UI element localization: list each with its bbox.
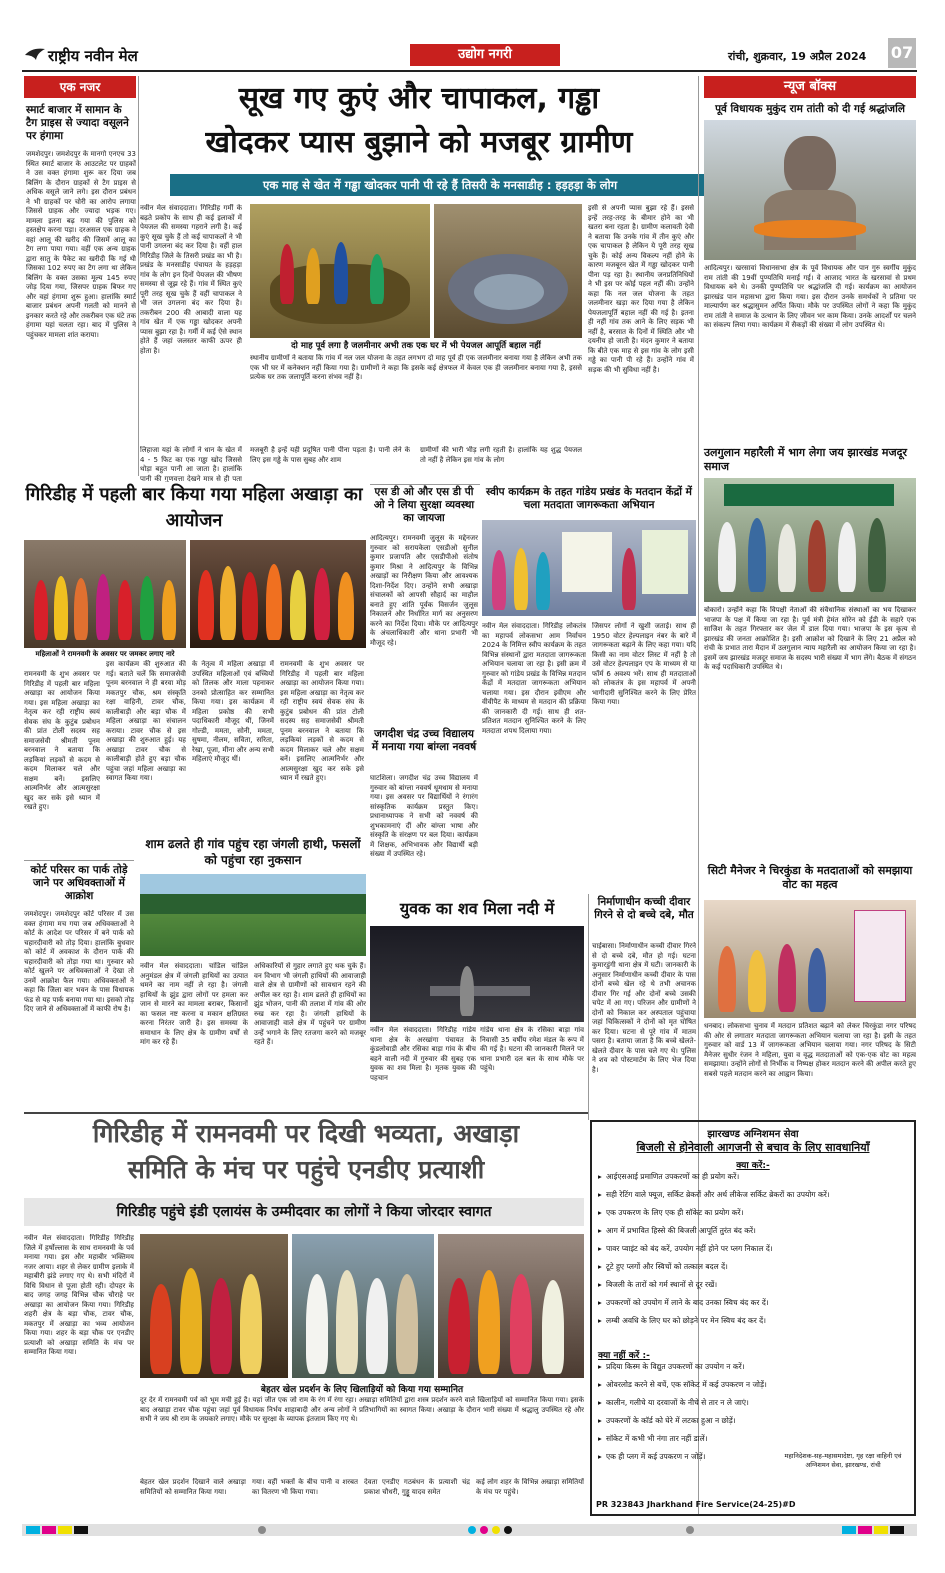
news-story3-heading: सिटी मैनेजर ने चिरकुंडा के मतदाताओं को समझाया वोट का महत्व (707, 864, 913, 891)
elephant-col-2: अधिकारियों से गुहार लगाते हुए थक चुके हैं। वन विभाग भी जंगली हाथियों की आवाजाही वाले क्षेत्र से ग्रामीणों को सावधान रहने की अपील कर रहा है। शाम ढलते ही हाथियों का झुंड भोजन, पानी की तलाश में गांव की ओर रुख कर रहा है। जंगली हाथियों के आवाजाही वाले क्षेत्र में पहुंचने पर ग्रामीण उन्हें भगाने के लिए रतजगा करने को मजबूर रहते हैं। (254, 962, 366, 1046)
lead-photo-left (250, 204, 430, 338)
page-number: 07 (888, 38, 916, 68)
news-story1-heading: पूर्व विधायक मुकुंद राम तांती को दी गई श्रद्धांजलि (715, 103, 905, 115)
ramnavami-bottom-body: दूर देर में रामनवमी पर्व को भूम मची हुई है। यहां जीत एक जो राम के रंग में रंगा रहा। अखाड़ा समितियों द्वारा शस्त्र प्रदर्शन करने वाले खिलाड़ियों को सम्मानित किया गया। इसके बाद अखाड़ा टावर चौक पहुंचा जहां पूर्व विधायक निर्भय शाहाबादी और अन्य लोगों ने प्रतिभागियों का स्वागत किया। अखाड़ा के दौरान भारी संख्या में श्रद्धालु उपस्थित रहे और सभी ने जय श्री राम के जयकारे लगाए। मौके पर सुरक्षा के व्यापक इंतजाम किए गए थे। (140, 1396, 584, 1423)
bullet-icon: ▸ (598, 1172, 602, 1181)
ramnavami-col-d: कई लोग शहर के विभिन्न अखाड़ा समितियों के मंच पर पहुंचे। (476, 1478, 584, 1496)
news-story3-body: धनबाद। लोकसभा चुनाव में मतदान प्रतिशत बढ़ाने को लेकर चिरकुंडा नगर परिषद की ओर से लगातार मतदाता जागरूकता अभियान चलाया जा रहा है। इसी के तहत गुरुवार को वार्ड 13 में जागरूकता अभियान चलाया गया। नगर परिषद के सिटी मैनेजर सुधीर रंजन ने महिला, युवा व वृद्ध मतदाताओं को एक-एक वोट का महत्व समझाया। उन्होंने लोगों से निर्भीक व निष्पक्ष होकर मतदान करने की अपील करते हुए सबसे पहले मतदान करने का आह्वान किया। (704, 1022, 916, 1078)
ramnavami-photo-1 (140, 1234, 288, 1378)
ramnavami-caption: बेहतर खेल प्रदर्शन के लिए खिलाड़ियों को किया गया सम्मानित (260, 1385, 464, 1395)
ramnavami-headline-line1: गिरिडीह में रामनवमी पर दिखी भव्यता, अखाड़ा (92, 1119, 520, 1148)
fire-ad-do-item (598, 1226, 908, 1236)
ramnavami-left-body: नवीन मेल संवाददाता। गिरिडीह गिरिडीह जिले में हर्षोल्लास के साथ रामनवमी के पर्व मनाया गया। इस और महाबीर भक्तिमय नजर आया। शहर से लेकर ग्रामीण इलाके में महाबीरी झंडे लगाए गए थे। सभी मंदिरों में विधि विधान से पूजा होती रही। दोपहर के बाद जगह जगह विभिन्न चौक चौराहे पर अखाड़ा का आयोजन किया गया। गिरिडीह शहरी क्षेत्र के बड़ा चौक, टावर चौक, मकतपुर में अखाड़ा का भव्य आयोजन किया गया। शहर के बड़ा चौक पर एनडीए प्रत्याशी को अखाड़ा समिति के मंच पर सम्मानित किया गया। (24, 1234, 134, 1356)
story-heading: स्मार्ट बाजार में सामान के टैग प्राइस से ज्यादा वसूलने पर हंगामा (26, 104, 129, 142)
fire-ad-dont-text: कालीन, गलीचे या दरवाजों के नीचे से तार न ले जाएं। (606, 1398, 749, 1407)
fire-ad-dont-item (598, 1452, 778, 1462)
fire-ad-do-item (598, 1244, 908, 1254)
youth-headline: युवक का शव मिला नदी में (399, 899, 555, 918)
fire-ad-org: झारखण्ड अग्निशमन सेवा (707, 1129, 799, 1140)
bullet-icon: ▸ (598, 1316, 602, 1325)
sweep-photo (482, 520, 696, 616)
ramnavami-col-c: देवता एनडीए गठबंधन के प्रत्याशी चंद्र प्रकाश चौधरी, गुड्डू यादव समेत (364, 1478, 470, 1496)
lead-strap: एक माह से खेत में गड्ढा खोदकर पानी पी रहे हैं तिसरी के मनसाडीह : हड़हड़ा के लोग (170, 174, 710, 196)
fire-ad-do-text: एक उपकरण के लिए एक ही सॉकेट का प्रयोग करें। (606, 1208, 744, 1217)
youth-col-1: नवीन मेल संवाददाता। गिरिडीह गांडेय थाना क्षेत्र के अरखांगा पंचायत के कुंडलोवाडी और रसिका बाड़ा गांव के बीच बहने वाली नदी में गुरुवार की सुबह एक युवक का शव मिला है। मृतक युवक की पहचान (370, 1026, 476, 1082)
ramnavami-strap: गिरिडीह पहुंचे इंडी एलायंस के उम्मीदवार का लोगों ने किया जोरदार स्वागत (24, 1198, 584, 1226)
bullet-icon: ▸ (598, 1452, 602, 1461)
fire-ad-do-text: पावर प्वाइंट को बंद करें, उपयोग नहीं होने पर प्लग निकाल दें। (606, 1244, 773, 1253)
fire-ad (590, 1120, 916, 1516)
lead-col-4: ग्रामीणों की भारी भीड़ लगी रहती है। हालांकि यह शुद्ध पेयजल तो नहीं है लेकिन इस गांव के लोग (420, 446, 582, 464)
fire-ad-dont-text: एक ही प्लग में कई उपकरण न जोड़ें। (606, 1452, 706, 1461)
bullet-icon: ▸ (598, 1244, 602, 1253)
fire-ad-do-text: लम्बी अवधि के लिए घर को छोड़ने पर मेन स्विच बंद कर दें। (606, 1316, 767, 1325)
akhada-photo-1 (24, 540, 186, 648)
fire-ad-dont-text: प्रदिया किस्म के विद्युत उपकरणों का उपयोग न करें। (606, 1362, 745, 1371)
fire-ad-do-head: क्या करें:- (736, 1161, 770, 1171)
youth-photo (370, 926, 584, 1022)
meeting-photo (704, 478, 916, 602)
bullet-icon: ▸ (598, 1362, 602, 1371)
fire-ad-do-text: बिजली के तारों को गर्म स्थानों से दूर रखें। (606, 1280, 718, 1289)
lead-col-1: नवीन मेल संवाददाता। गिरिडीह गर्मी के बढ़ते प्रकोप के साथ ही कई इलाकों में पेयजल की समस्या गहराने लगी है। कई कुएं सूख चुके हैं तो कई चापाकलों ने भी पानी उगलना बंद कर दिया है। वहीं हाल गिरिडीह जिले के तिसरी प्रखंड का भी है। प्रखंड के मनसाडीह पंचायत के हड़हड़ा गांव के लोग इन दिनों पेयजल की भीषण समस्या से जूझ रहे हैं। गांव में स्थित कुएं पूरी तरह सूख चुके हैं वहीं चापाकल ने भी जल उगलना बंद कर दिया है। तकरीबन 200 की आबादी वाला यह गांव खेत में एक गड्ढा खोदकर अपनी प्यास बुझा रहा है। गर्मी में कई ऐसे स्थान होते हैं जहां जलस्तर काफी ऊपर ही होता है। (140, 204, 242, 355)
wall-body: चाईबासा। निर्माणाधीन कच्ची दीवार गिरने से दो बच्चे दबे, मौत हो गई। घटना कुमारडुंगी थाना क्षेत्र में घटी। जानकारी के अनुसार निर्माणाधीन कच्ची दीवार के पास दोनों बच्चे खेल रहे थे तभी अचानक दीवार गिर गई और दोनों बच्चे उसकी चपेट में आ गए। परिजन और ग्रामीणों ने दोनों को निकाल कर अस्पताल पहुंचाया जहां चिकित्सकों ने दोनों को मृत घोषित कर दिया। घटना से पूरे गांव में मातम पसरा है। बताया जाता है कि बच्चे खेलते-खेलते दीवार के पास चले गए थे। पुलिस ने शव को पोस्टमार्टम के लिए भेज दिया है। (592, 942, 696, 1074)
lead-col-5: इसी से अपनी प्यास बुझा रहे हैं। इससे इन्हें तरह-तरह के बीमार होने का भी खतरा बना रहता है। ग्रामीण कलावती देवी ने बताया कि उनके गांव में तीन कुएं और एक चापाकल है लेकिन ये पूरी तरह सूख चुके हैं। कोई अन्य विकल्प नहीं होने के कारण मजबूरन खेत में गड्ढा खोदकर पानी पीना पड़ रहा है। स्थानीय जनप्रतिनिधियों ने भी इस पर कोई पहल नहीं की। उन्होंने कहा कि नल जल योजना के तहत जलमीनार खड़ा कर दिया गया है लेकिन पेयजलापूर्ति बहाल नहीं की गई है। इतना ही नहीं गांव तक आने के लिए सड़क भी नहीं है, बरसात के दिनों में स्थिति और भी दयनीय हो जाती है। मंदन कुमार ने बताया कि बीते एक माह से इस गांव के लोग इसी गड्ढे का पानी पी रहे हैं। उन्होंने गांव में सड़क की भी सुविधा नहीं है। (588, 204, 694, 374)
fire-ad-do-text: उपकरणों को उपयोग में लाने के बाद उनका स्विच बंद कर दें। (606, 1298, 769, 1307)
bullet-icon: ▸ (598, 1280, 602, 1289)
fire-ad-do-item (598, 1190, 908, 1200)
ramnavami-col-b: गया। वहीं भक्तों के बीच पानी व शरबत का वितरण भी किया गया। (252, 1478, 358, 1496)
elephant-headline: शाम ढलते ही गांव पहुंच रहा जंगली हाथी, फसलों को पहुंचा रहा नुकसान (145, 837, 361, 867)
fire-ad-dont-item (598, 1416, 778, 1426)
fire-ad-dont-item (598, 1380, 778, 1390)
bullet-icon: ▸ (598, 1380, 602, 1389)
fire-ad-do-item (598, 1280, 908, 1290)
print-color-bar (22, 1524, 917, 1536)
sweep-headline: स्वीप कार्यक्रम के तहत गांडेय प्रखंड के मतदान केंद्रों में चला मतदाता जागरूकता अभियान (486, 486, 692, 511)
paper-name: राष्ट्रीय नवीन मेल (48, 47, 138, 65)
fire-ad-do-list (598, 1172, 908, 1334)
lead-col-2: लिहाजा यहां के लोगों ने धान के खेत में 4 - 5 फिट का एक गड्ढा खोद जिससे थोड़ा बहुत पानी आ जाता है। हालांकि पानी की गुणवत्ता देखने मात्र से ही पता (140, 446, 242, 482)
story-body: जमशेदपुर। जमशेदपुर के मानगो एनएच 33 स्थित स्मार्ट बाजार के आउटलेट पर ग्राहकों ने उस वक्त हंगामा शुरू कर दिया जब बिलिंग के दौरान ग्राहकों से टैग प्राइस से अधिक वसूले जाने लगे। इस दौरान प्रबंधन ने भी ग्राहकों पर चोरी का आरोप लगाया जिससे ग्राहक और ज्यादा भड़क गए। मामला इतना बढ़ गया की पुलिस को हस्तक्षेप करना पड़ा। दरअसल एक ग्राहक ने वहां आलू की खरीद की जिसमें आलू का टैग लगा पाया गया। वहीं एक अन्य ग्राहक द्वारा सातु के पैकेट का खरीदी कि गई थी जिसका 102 रुपए का टैग लगा था लेकिन बिलिंग के वक्त उसका मूल्य 145 रुपए जोड़ दिया गया, जिसपर ग्राहक बिफर गए और वहां हंगामा शुरू हुआ। हालांकि स्मार्ट बाजार प्रबंधन अपनी गलती को मानने से इनकार करते रहे और तकरीबन एक घंटे तक हंगामा यहां चलता रहा। बाद में पुलिस ने पहुंचकर मामला शांत कराया। (26, 150, 136, 339)
sdo-body: आदित्यपुर। रामनवमी जुलूस के मद्देनजर गुरुवार को सरायकेला एसडीओ सुनील कुमार प्रजापति और एसडीपीओ संतोष कुमार मिश्रा ने आदित्यपुर के विभिन्न अखाड़ों का निरीक्षण किया और आवश्यक दिशा-निर्देश दिए। उन्होंने सभी अखाड़ा संचालकों को आपसी सौहार्द का माहौल बनाते हुए शांति पूर्वक विसर्जन जुलूस निकालने और निर्धारित मार्ग का अनुसरण करने का निर्देश दिया। मौके पर आदित्यपुर के अंचलाधिकारी और थाना प्रभारी भी मौजूद रहे। (370, 534, 478, 647)
fire-ad-do-text: आईएसआई प्रमाणित उपकरणों का ही प्रयोग करें। (606, 1172, 740, 1181)
youth-col-2: गांडेय थाना क्षेत्र के रसिका बाड़ा गांव निवासी 35 वर्षीय रमेश मंडल के रूप में की गई है। घटना की जानकारी मिलने पर थाना प्रभारी दल बल के साथ मौके पर पहुंचे। (480, 1026, 584, 1072)
statue-photo (704, 120, 916, 260)
fire-ad-do-text: सही रेटिंग वाले फ्यूज, सर्किट ब्रेकरों और अर्थ लीकेज सर्किट ब्रेकरों का उपयोग करें। (606, 1190, 830, 1199)
fire-ad-dont-item (598, 1398, 778, 1408)
lead-col-3: मजबूरी है इन्हें यही प्रदूषित पानी पीना पड़ता है। पानी लेने के लिए इस गड्ढे के पास सुबह और शाम (250, 446, 410, 464)
jagdish-body: घाटशिला। जगदीश चंद्र उच्च विद्यालय में गुरुवार को बांग्ला नववर्ष धूमधाम से मनाया गया। इस अवसर पर विद्यार्थियों ने रंगारंग सांस्कृतिक कार्यक्रम प्रस्तुत किए। प्रधानाध्यापक ने सभी को नववर्ष की शुभकामनाएं दीं और बांग्ला भाषा और संस्कृति के संरक्षण पर बल दिया। कार्यक्रम में शिक्षक, अभिभावक और विद्यार्थी बड़ी संख्या में उपस्थित रहे। (370, 774, 478, 858)
masthead (22, 38, 917, 72)
fire-ad-dont-item (598, 1434, 778, 1444)
fire-ad-do-item (598, 1208, 908, 1218)
lead-headline-line2: खोदकर प्यास बुझाने को मजबूर ग्रामीण (205, 125, 633, 160)
dateline: रांची, शुक्रवार, 19 अप्रैल 2024 (728, 50, 867, 63)
akhada-caption: महिलाओं ने रामनवमी के अवसर पर जमकर लगाए नारे (35, 650, 175, 658)
fire-ad-title: बिजली से होनेवाली आगजनी से बचाव के लिए सावधानियाँ (636, 1141, 870, 1154)
sweep-col-2: जिसपर लोगों ने खुशी जताई। साथ ही 1950 वोटर हेल्पलाइन नंबर के बारे में जागरूकता बढ़ाने के लिए कहा गया। यदि किसी का नाम वोटर लिस्ट में नहीं है तो उसे वोटर हेल्पलाइन एप के माध्यम से या फॉर्म 6 अवश्य भरें। साथ ही मतदाताओं को लोकतंत्र के इस महापर्व में अपनी भागीदारी सुनिश्चित करने के लिए प्रेरित किया गया। (592, 622, 696, 706)
fire-ad-signoff: महानिदेशक-सह-महासमादेष्टा, गृह रक्षा वाहिनी एवं अग्निशमन सेवा, झारखण्ड, रांची (784, 1452, 902, 1469)
lead-photo-caption: दो माह पूर्व लगा है जलमीनार अभी तक एक घर में भी पेयजल आपूर्ति बहाल नहीं (291, 341, 541, 351)
story-heading: कोर्ट परिसर का पार्क तोड़े जाने पर अधिवक्ताओं में आक्रोश (30, 864, 128, 902)
bullet-icon: ▸ (598, 1262, 602, 1271)
jagdish-headline: जगदीश चंद्र उच्च विद्यालय में मनाया गया बांग्ला नववर्ष (371, 728, 477, 753)
fire-ad-dont-item (598, 1362, 778, 1372)
fire-ad-dont-list (598, 1362, 778, 1470)
elephant-photo (140, 874, 366, 956)
lead-photo-right (434, 204, 582, 338)
wall-headline: निर्माणाधीन कच्ची दीवार गिरने से दो बच्चे दबे, मौत (594, 896, 694, 921)
bullet-icon: ▸ (598, 1226, 602, 1235)
akhada-col-2: इस कार्यक्रम की शुरुआत की गई। बताते चलें कि समाजसेवी पूनम बरनवाल ने ही बरवा मोड़ मकतपुर चौक, श्रम संस्कृति रक्षा वाहिनी, टावर चौक, कालीबाड़ी और बड़ा चौक में महिला अखाड़ा का संचालन कराया। टावर चौक से इस अखाड़ा की शुरुआत हुई। यह अखाड़ा टावर चौक से कालीबाड़ी होते हुए बड़ा चौक पहुंचा जहां महिला अखाड़ा का स्वागत किया गया। (106, 660, 186, 782)
bullet-icon: ▸ (598, 1398, 602, 1407)
fire-ad-dont-head: क्या नहीं करें :- (598, 1351, 650, 1361)
akhada-photo-2 (190, 540, 366, 648)
sweep-col-1: नवीन मेल संवाददाता। गिरिडीह लोकतंत्र का महापर्व लोकसभा आम निर्वाचन 2024 के निमित्त स्वीप कार्यक्रम के तहत विभिन्न संस्थानों द्वारा मतदाता जागरूकता अभियान चलाया जा रहा है। इसी क्रम में गुरुवार को गांडेय प्रखंड के विभिन्न मतदान केंद्रों में मतदाता जागरूकता अभियान चलाया गया। इस दौरान इवीएम और वीवीपैट के माध्यम से मतदान की प्रक्रिया की जानकारी दी गई। साथ ही शत-प्रतिशत मतदान सुनिश्चित करने के लिए मतदाता शपथ दिलाया गया। (482, 622, 586, 735)
bullet-icon: ▸ (598, 1298, 602, 1307)
ramnavami-col-a: बेहतर खेल प्रदर्शन दिखाने वाले अखाड़ा समितियों को सम्मानित किया गया। (140, 1478, 246, 1496)
left-column-label: एक नजर (24, 76, 136, 98)
bullet-icon: ▸ (598, 1416, 602, 1425)
news-story1-body: आदित्यपुर। खरसावां विधानसभा क्षेत्र के पूर्व विधायक और पान गुरु स्वर्गीय मुकुंद राम तांती की 19वीं पुण्यतिथि मनाई गई। वे आजाद भारत के खरसावां से प्रथम विधायक बने थे। उनकी पुण्यतिथि पर श्रद्धांजलि दी गई। कार्यक्रम का आयोजन झारखंड पान महासभा द्वारा किया गया। इस दौरान उनके समर्थकों ने प्रतिमा पर माल्यार्पण कर श्रद्धासुमन अर्पित किया। मौके पर उपस्थित लोगों ने कहा कि मुकुंद राम तांती ने समाज के उत्थान के लिए जीवन भर काम किया। उनके आदर्शों पर चलने का संकल्प लिया गया। कार्यक्रम में सैकड़ों की संख्या में लोग उपस्थित थे। (704, 264, 916, 329)
voter-photo (704, 900, 916, 1018)
fire-ad-dont-text: उपकरणों के कॉर्ड को घेरे में लटका हुआ न छोड़ें। (606, 1416, 736, 1425)
fire-ad-dont-text: सॉकेट में कभी भी नंगा तार नहीं डालें। (606, 1434, 708, 1443)
bullet-icon: ▸ (598, 1190, 602, 1199)
news-story2-heading: उलगुलान महारैली में भाग लेगा जय झारखंड मजदूर समाज (704, 446, 907, 473)
fire-ad-pr: PR 323843 Jharkhand Fire Service(24-25)#D (596, 1500, 796, 1509)
elephant-col-1: नवीन मेल संवाददाता। चांडिल चांडिल अनुमंडल क्षेत्र में जंगली हाथियों का उत्पात थमने का नाम नहीं ले रहा है। जंगली हाथियों के झुंड द्वारा लोगों पर हमला कर जान से मारने का मामला बराबर, किसानों का फसल नष्ट करना व मकान क्षतिग्रस्त करना निरंतर जारी है। इस समस्या के समाधान के लिए क्षेत्र के ग्रामीण वर्षों से मांग कर रहे हैं। (140, 962, 248, 1046)
fire-ad-do-item (598, 1172, 908, 1182)
akhada-headline: गिरिडीह में पहली बार किया गया महिला अखाड़ा का आयोजन (25, 484, 363, 531)
bullet-icon: ▸ (598, 1434, 602, 1443)
fire-ad-do-text: आग में प्रभावित हिस्से की बिजली आपूर्ति तुरंत बंद करें। (606, 1226, 756, 1235)
lead-mid-text: स्थानीय ग्रामीणों ने बताया कि गांव में नल जल योजना के तहत लगभग दो माह पूर्व ही एक जलमीनार बनाया गया है लेकिन अभी तक एक भी घर में कनेक्शन नहीं किया गया है। ग्रामीणों ने कहा कि इसके कई क्षेत्रफल में केवल एक ही जलमीनार बनाया गया है, इससे प्रत्येक घर तक जलापूर्ति करना संभव नहीं है। (250, 354, 582, 381)
sdo-headline: एस डी ओ और एस डी पी ओ ने लिया सुरक्षा व्यवस्था का जायजा (373, 486, 475, 524)
fire-ad-do-item (598, 1316, 908, 1326)
news-box-label: न्यूज बॉक्स (704, 76, 916, 98)
fire-ad-do-item (598, 1298, 908, 1308)
akhada-col-3b: रामनवमी के शुभ अवसर पर गिरिडीह में पहली बार महिला अखाड़ा का आयोजन किया गया। इस महिला अखाड़ा का नेतृत्व कर रही राष्ट्रीय स्वयं सेवक संघ के कुटुंब प्रबोधन की प्रांत टोली सदस्य सह समाजसेवी श्रीमती पूनम बरनवाल ने बताया कि लड़कियां लड़कों से कदम से कदम मिलाकर चले और सक्षम बनें। इसलिए आत्मनिर्भर और आत्मसुरक्षा खुद कर सके इसे ध्यान में रखते हुए। (280, 660, 364, 782)
akhada-col-1: रामनवमी के शुभ अवसर पर गिरिडीह में पहली बार महिला अखाड़ा का आयोजन किया गया। इस महिला अखाड़ा का नेतृत्व कर रही राष्ट्रीय स्वयं सेवक संघ के कुटुंब प्रबोधन की प्रांत टोली सदस्य सह समाजसेवी श्रीमती पूनम बरनवाल ने बताया कि लड़कियां लड़कों से कदम से कदम मिलाकर चले और सक्षम बनें। इसलिए आत्मनिर्भर और आत्मसुरक्षा खुद कर सके इसे ध्यान में रखते हुए। (24, 670, 100, 811)
story-body: जमशेदपुर। जमशेदपुर कोर्ट परिसर में उस वक्त हंगामा मच गया जब अधिवक्ताओं ने कोर्ट के आदेश पर परिसर में बने पार्क को चहारदीवारी को तोड़ दिया। हालांकि बुधवार को कोर्ट में अवकाश के दौरान पार्क की चहारदीवारी को तोड़ा गया था। गुरुवार को कोर्ट खुलने पर अधिवक्ताओं ने देखा तो उनमें आक्रोश फैल गया। अधिवक्ताओं ने कहा कि जिला बार भवन के पास विधायक फंड से यह पार्क बनाया गया था। इसको तोड़ दिए जाने से अधिवक्ताओं में काफी रोष है। (24, 910, 134, 1013)
ramnavami-photo-2 (292, 1234, 434, 1378)
section-label: उद्योग नगरी (410, 44, 560, 66)
akhada-col-3: के नेतृत्व में महिला अखाड़ा में उपस्थित महिलाओं एवं बच्चियों को तिलक और माला पहनाकर उनको प्रोत्साहित कर सम्मानित किया गया। इस कार्यक्रम में महिला प्रकोष्ठ की सभी पदाधिकारी मौजूद थीं, जिनमें गोल्डी, ममता, सोनी, ममता, सुषमा, नीलम, सविता, सरिता, रेखा, पूजा, मीना और अन्य सभी महिलाएं मौजूद थीं। (192, 660, 274, 763)
lead-headline-line1: सूख गए कुएं और चापाकल, गड्ढा (238, 81, 600, 116)
ramnavami-headline-line2: समिति के मंच पर पहुंचे एनडीए प्रत्याशी (127, 1155, 485, 1184)
fire-ad-do-text: टूटे हुए प्लगों और स्विचों को तत्काल बदल दें। (606, 1262, 728, 1271)
bird-logo-icon (24, 45, 46, 65)
fire-ad-dont-text: ओवरलोड करने से बचें, एक सॉकेट में कई उपकरण न जोड़ें। (606, 1380, 767, 1389)
ramnavami-photo-3 (438, 1234, 584, 1378)
news-story2-body: बोकारो। उन्होंने कहा कि विपक्षी नेताओं की संवैधानिक संस्थाओं का भय दिखाकर भाजपा के पक्ष में किया जा रहा है। पूर्व मंत्री हेमंत सोरेन को ईडी के सहारे एक साजिश के तहत गिरफ्तार कर जेल में डाल दिया गया। भाजपा के इस कृत्य से झारखंड की जनता आक्रोशित है। इसी आक्रोश को दिखाने के लिए 21 अप्रैल को रांची के प्रभात तारा मैदान में उलगुलान न्याय महारैली का आयोजन किया जा रहा है। इसमें जय झारखंड मजदूर समाज के सदस्य भारी संख्या में भाग लेंगे। बैठक में संगठन के कई पदाधिकारी उपस्थित थे। (704, 606, 916, 671)
fire-ad-do-item (598, 1262, 908, 1272)
bullet-icon: ▸ (598, 1208, 602, 1217)
